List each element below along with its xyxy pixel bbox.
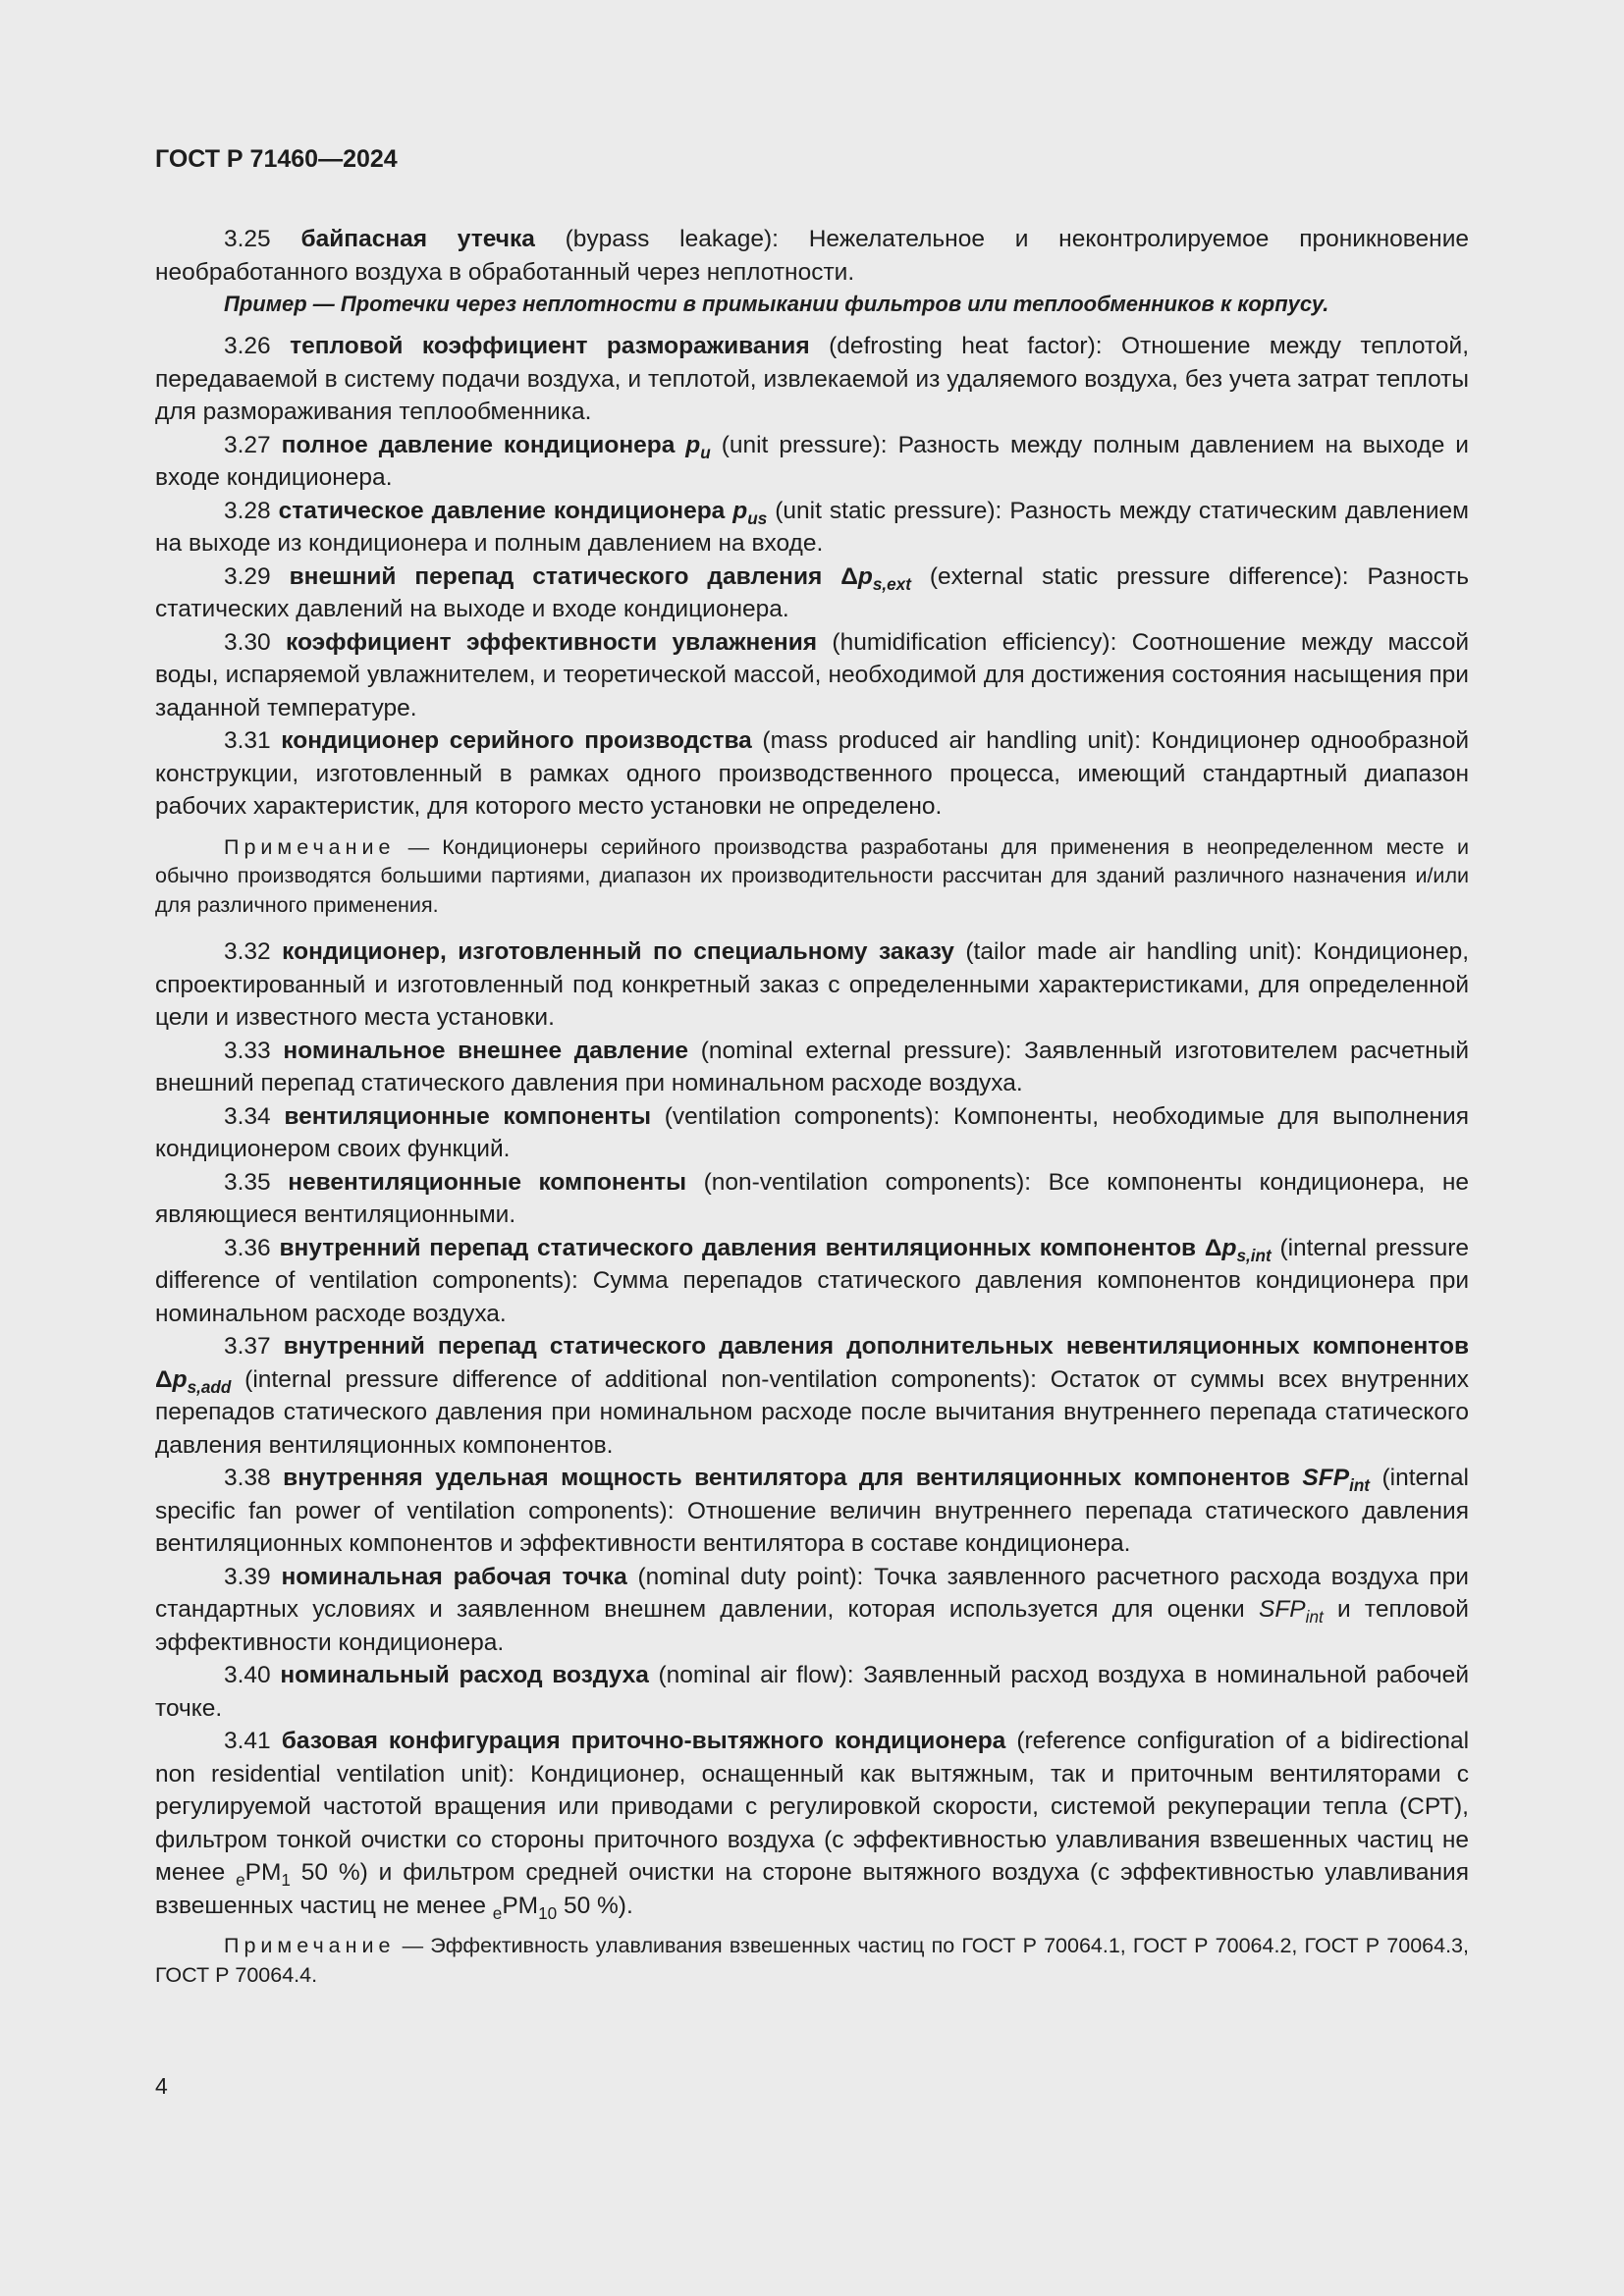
term: внутренняя удельная мощность вентилятора для вентиляционных компонентов: [283, 1465, 1290, 1491]
entry-3-39: 3.39 номинальная рабочая точка (nominal duty point): Точка заявленного расчетного расхода воздуха при стандартных условиях и заявленном внешнем давлении, которая используется для оценки $SFP_{int}$ и тепловой эффективности кондиционера.: [155, 1563, 1469, 1656]
entry-3-31: 3.31 кондиционер серийного производства (mass produced air handling unit): Кондиционер однообразной конструкции, изготовленный в рамках одного производственного процесса, имеющий стандартный диапазон рабочих характеристик, для которого место установки не определено.: [155, 727, 1470, 820]
symbol: p: [732, 497, 748, 524]
term: номинальная рабочая точка: [281, 1563, 627, 1590]
entry-3-25: 3.25 байпасная утечка (bypass leakage): Нежелательное и неконтролируемое проникновение необработанного воздуха в обработанный через неплотности.: [155, 226, 1470, 286]
term: номинальный расход воздуха: [280, 1662, 649, 1688]
term: внутренний перепад статического давления вентиляционных компонентов: [279, 1234, 1197, 1261]
entry-3-28: 3.28 статическое давление кондиционера $p_{us}$ (unit static pressure): Разность между статическим давлением на выходе из кондиционера и полным давлением на входе.: [155, 497, 1469, 557]
example-3-25: Пример — Протечки через неплотности в примыкании фильтров или теплообменников к корпусу.: [224, 292, 1329, 316]
term: внутренний перепад статического давления дополнительных невентиляционных компонентов: [283, 1333, 1469, 1360]
term: невентиляционные компоненты: [288, 1168, 687, 1196]
document-header: ГОСТ Р 71460—2024: [155, 145, 398, 173]
note-3-31: Примечание — Кондиционеры серийного производства разработаны для применения в неопределенном месте и обычно производятся большими партиями, диапазон их производительности рассчитан для зданий различного назначения и/или для различного применения.: [155, 834, 1469, 917]
entry-3-35: 3.35 невентиляционные компоненты (non-ventilation components): Все компоненты кондиционера, не являющиеся вентиляционными.: [155, 1168, 1470, 1228]
symbol: p: [685, 431, 701, 458]
term: тепловой коэффициент размораживания: [290, 333, 810, 359]
entry-3-33: 3.33 номинальное внешнее давление (nominal external pressure): Заявленный изготовителем расчетный внешний перепад статического давления при номинальном расходе воздуха.: [155, 1037, 1469, 1096]
page-number: 4: [155, 2073, 168, 2099]
term: базовая конфигурация приточно-вытяжного кондиционера: [281, 1728, 1006, 1754]
entry-3-27: 3.27 полное давление кондиционера $p_u$ (unit pressure): Разность между полным давлением на выходе и входе кондиционера.: [155, 431, 1469, 491]
term: статическое давление кондиционера: [278, 497, 726, 524]
entry-3-30: 3.30 коэффициент эффективности увлажнения (humidification efficiency): Соотношение между массой воды, испаряемой увлажнителем, и теоретической массой, необходимой для достижения состояния насыщения при заданной температуре.: [155, 628, 1470, 721]
term: коэффициент эффективности увлажнения: [286, 628, 818, 656]
symbol: SFP: [1302, 1465, 1350, 1491]
entry-3-38: 3.38 внутренняя удельная мощность вентилятора для вентиляционных компонентов $SFP_{int}$ (internal specific fan power of ventilation components): Отношение величин внутреннего перепада статического давления вентиляционных компонентов и эффективности вентилятора в составе кондиционера.: [155, 1465, 1469, 1557]
entry-3-29: 3.29 внешний перепад статического давления $\Delta p_{s,ext}$ (external static pressure difference): Разность статических давлений на выходе и входе кондиционера.: [155, 562, 1469, 622]
symbol: SFP: [1258, 1596, 1306, 1623]
term: байпасная утечка: [300, 226, 535, 252]
term: полное давление кондиционера: [281, 431, 676, 458]
document-body: [155, 223, 1469, 2005]
entry-3-34: 3.34 вентиляционные компоненты (ventilation components): Компоненты, необходимые для выполнения кондиционером своих функций.: [155, 1102, 1469, 1162]
term: кондиционер серийного производства: [281, 727, 752, 754]
entry-3-36: 3.36 внутренний перепад статического давления вентиляционных компонентов $\Delta p_{s,int}$ (internal pressure difference of ventilation components): Сумма перепадов статического давления компонентов кондиционера при номинальном расходе воздуха.: [155, 1234, 1470, 1327]
symbol: p: [857, 562, 873, 590]
entry-3-41: 3.41 базовая конфигурация приточно-вытяжного кондиционера (reference configuration of a bidirectional non residential ventilation unit): Кондиционер, оснащенный как вытяжным, так и приточным вентиляторами с регулируемой частотой вращения или приводами с регулировкой скорости, системой рекуперации тепла (СРТ), фильтром тонкой очистки со стороны приточного воздуха (с эффективностью улавливания взвешенных частиц не менее $_ePM_1$ 50 %) и фильтром средней очистки на стороне вытяжного воздуха (с эффективностью улавливания взвешенных частиц не менее $_ePM_{10}$ 50 %).: [155, 1728, 1470, 1923]
entry-3-37: 3.37 внутренний перепад статического давления дополнительных невентиляционных компонентов $\Delta p_{s,add}$ (internal pressure difference of additional non-ventilation components): Остаток от суммы всех внутренних перепадов статического давления при номинальном расходе после вычитания внутреннего перепада статического давления вентиляционных компонентов.: [155, 1333, 1470, 1459]
note-3-41: Примечание — Эффективность улавливания взвешенных частиц по ГОСТ Р 70064.1, ГОСТ Р 70064.2, ГОСТ Р 70064.3, ГОСТ Р 70064.4.: [155, 1934, 1469, 1987]
symbol: p: [172, 1365, 188, 1393]
note-label: Примечание: [224, 834, 396, 859]
symbol: p: [1221, 1234, 1237, 1261]
term: внешний перепад статического давления: [289, 562, 823, 590]
note-label: Примечание: [224, 1934, 396, 1957]
entry-3-26: 3.26 тепловой коэффициент размораживания (defrosting heat factor): Отношение между теплотой, передаваемой в систему подачи воздуха, и теплотой, извлекаемой из удаляемого воздуха, без учета затрат теплоты для размораживания теплообменника.: [155, 333, 1469, 425]
term: номинальное внешнее давление: [283, 1037, 689, 1064]
term: кондиционер, изготовленный по специальному заказу: [282, 938, 954, 965]
term: вентиляционные компоненты: [284, 1102, 652, 1130]
entry-3-32: 3.32 кондиционер, изготовленный по специальному заказу (tailor made air handling unit): Кондиционер, спроектированный и изготовленный под конкретный заказ с определенными характеристиками, для определенной цели и известного места установки.: [155, 938, 1470, 1031]
entry-3-40: 3.40 номинальный расход воздуха (nominal air flow): Заявленный расход воздуха в номинальной рабочей точке.: [155, 1662, 1469, 1722]
